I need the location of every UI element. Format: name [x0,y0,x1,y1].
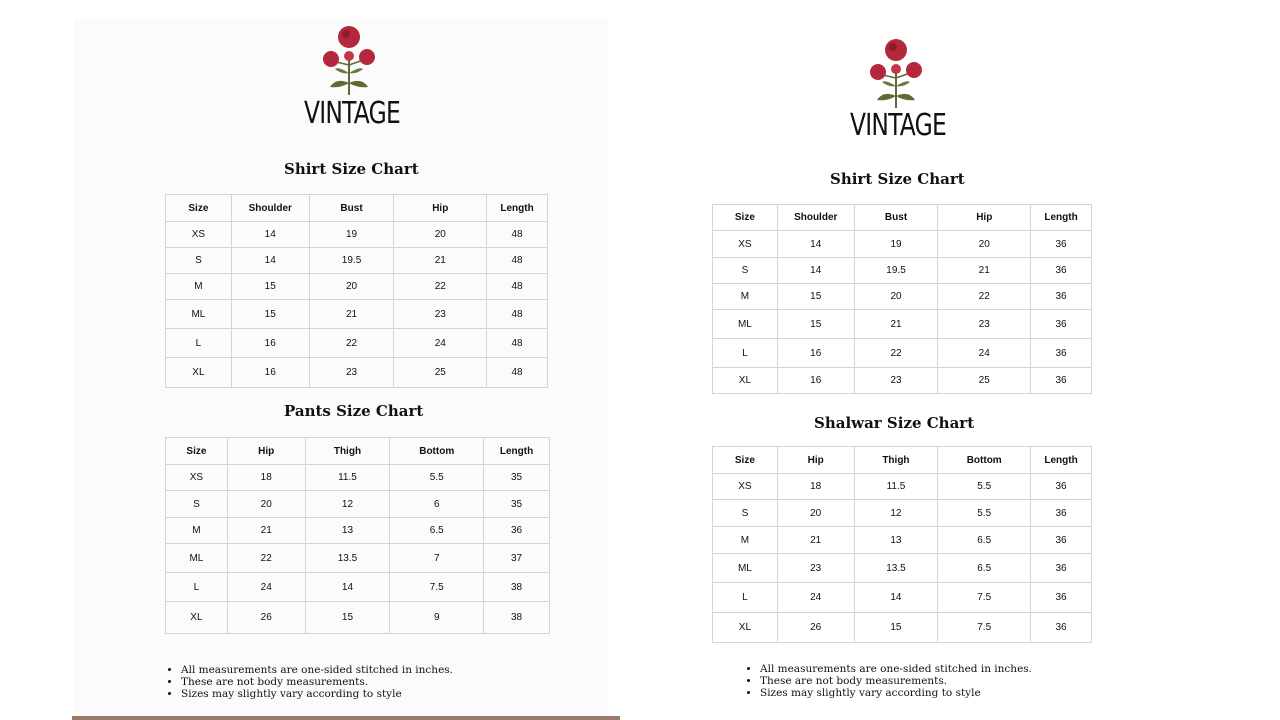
table-cell: 21 [309,300,394,329]
table-cell: 20 [854,284,938,310]
measurement-notes [167,664,453,700]
table-cell: 37 [484,544,550,573]
table-cell: ML [166,544,228,573]
table-cell: M [713,527,778,554]
table-cell: 48 [487,274,548,300]
table-cell: 6.5 [938,554,1031,583]
table-row [166,602,550,634]
table-row [166,573,550,602]
column-header: Bust [309,195,394,222]
shirt-chart-title: Shirt Size Chart [830,170,965,188]
table-row [713,368,1092,394]
column-header: Hip [777,447,854,474]
pants-chart-title: Pants Size Chart [284,402,424,420]
table-row [166,544,550,573]
table-cell: 5.5 [390,465,484,491]
table-cell: 36 [1031,613,1092,643]
table-cell: 12 [854,500,938,527]
table-cell: 16 [231,329,309,358]
column-header: Bottom [390,438,484,465]
table-cell: L [166,573,228,602]
table-cell: S [166,491,228,518]
table-cell: 21 [854,310,938,339]
table-cell: M [713,284,778,310]
table-row [713,310,1092,339]
table-cell: 36 [1031,258,1092,284]
table-cell: 14 [305,573,390,602]
table-cell: 9 [390,602,484,634]
table-cell: XS [166,222,232,248]
measurement-notes [746,663,1032,699]
table-cell: 48 [487,300,548,329]
table-cell: 20 [227,491,305,518]
table-cell: ML [713,310,778,339]
brand-wordmark: VINTAGE [304,96,400,131]
table-row [713,474,1092,500]
column-header: Size [166,438,228,465]
column-header: Size [713,447,778,474]
shalwar-chart-title: Shalwar Size Chart [814,414,975,432]
note-item: • Sizes may slightly vary according to style [181,688,453,700]
table-row [713,231,1092,258]
table-cell: 48 [487,329,548,358]
table-cell: 36 [1031,310,1092,339]
flower-logo-icon [865,36,927,110]
table-cell: 24 [938,339,1031,368]
table-cell: 16 [777,368,854,394]
table-cell: 23 [777,554,854,583]
table-cell: 21 [227,518,305,544]
column-header: Length [1031,447,1092,474]
table-row [713,284,1092,310]
table-cell: 15 [231,274,309,300]
table-cell: 48 [487,358,548,388]
table-cell: 23 [394,300,487,329]
table-cell: L [713,583,778,613]
note-item: • All measurements are one-sided stitched in inches. [760,663,1032,675]
column-header: Hip [394,195,487,222]
note-item: • All measurements are one-sided stitched in inches. [181,664,453,676]
table-cell: S [713,258,778,284]
table-cell: 36 [1031,284,1092,310]
table-row [713,258,1092,284]
column-header: Shoulder [777,205,854,231]
table-cell: 36 [1031,500,1092,527]
table-header-row [713,205,1092,231]
table-row [713,500,1092,527]
page-bottom-edge [72,716,623,720]
table-cell: XS [713,231,778,258]
table-cell: 15 [777,284,854,310]
table-cell: 25 [394,358,487,388]
table-cell: 13 [854,527,938,554]
column-header: Length [484,438,550,465]
table-cell: 12 [305,491,390,518]
table-cell: 22 [227,544,305,573]
shirt-size-table [712,204,1092,394]
table-cell: 36 [1031,339,1092,368]
table-cell: 36 [1031,583,1092,613]
column-header: Bust [854,205,938,231]
table-cell: 11.5 [854,474,938,500]
column-header: Hip [227,438,305,465]
table-cell: 18 [227,465,305,491]
table-cell: ML [713,554,778,583]
table-cell: S [166,248,232,274]
table-cell: 7 [390,544,484,573]
table-cell: 15 [305,602,390,634]
table-cell: ML [166,300,232,329]
table-cell: 11.5 [305,465,390,491]
flower-logo-icon [318,23,380,97]
table-cell: 15 [777,310,854,339]
table-cell: 36 [1031,554,1092,583]
table-row [166,465,550,491]
shirt-size-table [165,194,548,388]
table-cell: 14 [854,583,938,613]
table-row [166,274,548,300]
table-cell: 13.5 [854,554,938,583]
table-cell: XS [713,474,778,500]
table-cell: 15 [231,300,309,329]
table-row [166,248,548,274]
table-cell: 48 [487,248,548,274]
table-row [166,329,548,358]
table-cell: 26 [777,613,854,643]
table-cell: 19 [854,231,938,258]
table-row [166,222,548,248]
column-header: Length [1031,205,1092,231]
size-chart-page-right [620,0,1180,720]
table-cell: 19.5 [309,248,394,274]
table-cell: 20 [777,500,854,527]
table-cell: 19.5 [854,258,938,284]
table-cell: 20 [938,231,1031,258]
table-cell: 5.5 [938,474,1031,500]
table-cell: 23 [309,358,394,388]
table-cell: 24 [777,583,854,613]
table-cell: 35 [484,465,550,491]
column-header: Bottom [938,447,1031,474]
column-header: Thigh [854,447,938,474]
table-cell: 36 [484,518,550,544]
table-cell: S [713,500,778,527]
table-cell: 7.5 [390,573,484,602]
table-row [713,583,1092,613]
table-cell: 20 [309,274,394,300]
table-cell: 14 [777,231,854,258]
table-cell: 7.5 [938,583,1031,613]
table-cell: XS [166,465,228,491]
table-header-row [166,438,550,465]
table-row [166,300,548,329]
table-row [166,491,550,518]
column-header: Size [713,205,778,231]
table-cell: L [166,329,232,358]
table-cell: XL [713,368,778,394]
table-cell: 13.5 [305,544,390,573]
shirt-chart-title: Shirt Size Chart [284,160,419,178]
table-row [713,613,1092,643]
note-item: • These are not body measurements. [760,675,1032,687]
table-cell: 36 [1031,474,1092,500]
table-cell: 15 [854,613,938,643]
table-cell: XL [166,602,228,634]
table-cell: 5.5 [938,500,1031,527]
table-cell: 48 [487,222,548,248]
table-cell: 36 [1031,527,1092,554]
table-cell: M [166,518,228,544]
table-cell: 22 [309,329,394,358]
table-row [713,339,1092,368]
table-cell: 24 [394,329,487,358]
table-cell: 18 [777,474,854,500]
table-cell: XL [166,358,232,388]
table-cell: 21 [777,527,854,554]
table-row [166,358,548,388]
table-cell: 22 [854,339,938,368]
table-cell: 16 [231,358,309,388]
table-cell: 36 [1031,231,1092,258]
table-cell: 23 [854,368,938,394]
table-cell: 20 [394,222,487,248]
column-header: Size [166,195,232,222]
table-cell: M [166,274,232,300]
column-header: Shoulder [231,195,309,222]
pants-size-table [165,437,550,634]
table-header-row [166,195,548,222]
table-cell: 35 [484,491,550,518]
table-cell: 38 [484,573,550,602]
brand-wordmark: VINTAGE [850,108,946,143]
table-cell: 6 [390,491,484,518]
shalwar-size-table [712,446,1092,643]
table-row [713,527,1092,554]
table-cell: 6.5 [938,527,1031,554]
table-row [713,554,1092,583]
table-cell: 21 [394,248,487,274]
size-chart-page-left [74,18,608,720]
table-cell: 22 [394,274,487,300]
note-item: • These are not body measurements. [181,676,453,688]
table-cell: 23 [938,310,1031,339]
table-cell: 6.5 [390,518,484,544]
table-cell: 14 [231,248,309,274]
table-cell: 7.5 [938,613,1031,643]
table-cell: L [713,339,778,368]
table-cell: 21 [938,258,1031,284]
note-item: • Sizes may slightly vary according to style [760,687,1032,699]
table-cell: 19 [309,222,394,248]
table-cell: 38 [484,602,550,634]
table-cell: 14 [777,258,854,284]
table-row [166,518,550,544]
table-cell: 24 [227,573,305,602]
column-header: Thigh [305,438,390,465]
table-cell: XL [713,613,778,643]
table-header-row [713,447,1092,474]
table-cell: 22 [938,284,1031,310]
table-cell: 16 [777,339,854,368]
table-cell: 36 [1031,368,1092,394]
column-header: Hip [938,205,1031,231]
table-cell: 14 [231,222,309,248]
table-cell: 25 [938,368,1031,394]
table-cell: 13 [305,518,390,544]
table-cell: 26 [227,602,305,634]
column-header: Length [487,195,548,222]
